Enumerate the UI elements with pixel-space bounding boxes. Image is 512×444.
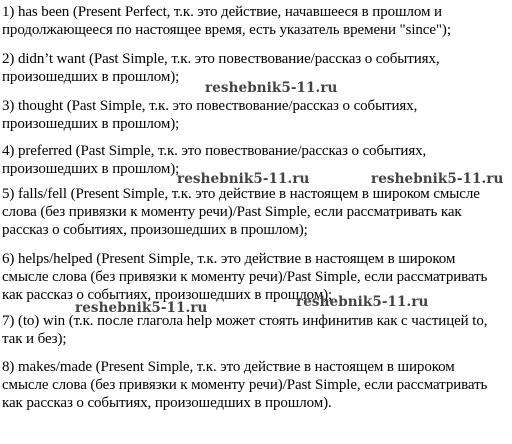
answer-5-line-3: рассказ о событиях, произошедших в прошлом);: [2, 222, 308, 238]
answer-4-line-1: 4) preferred (Past Simple, т.к. это повествование/рассказ о событиях,: [2, 143, 427, 159]
answer-7-line-1: 7) (to) win (т.к. после глагола help может стоять инфинитив как с частицей to,: [2, 313, 488, 329]
answer-3-line-1: 3) thought (Past Simple, т.к. это повествование/рассказ о событиях,: [2, 98, 418, 114]
watermark-text: reshebnik5-11.ru: [75, 300, 208, 316]
answer-6-line-2: смысле слова (без привязки к моменту речи)/Past Simple, если рассматривать: [2, 269, 488, 285]
answer-3-line-2: произошедших в прошлом);: [2, 116, 180, 132]
answer-2-line-1: 2) didn’t want (Past Simple, т.к. это повествование/рассказ о событиях,: [2, 51, 440, 67]
answer-8-line-3: как рассказ о событиях, произошедших в прошлом).: [2, 395, 332, 411]
answer-5-line-1: 5) falls/fell (Present Simple, т.к. это действие в настоящем в широком смысле: [2, 186, 480, 202]
answer-6-line-1: 6) helps/helped (Present Simple, т.к. это действие в настоящем в широком: [2, 251, 456, 267]
answer-4-line-2: произошедших в прошлом);: [2, 161, 180, 177]
watermark-text: reshebnik5-11.ru: [296, 294, 429, 310]
watermark-text: reshebnik5-11.ru: [177, 171, 310, 187]
answer-1-line-2: продолжающееся по настоящее время, есть указатель времени "since");: [2, 22, 451, 38]
answer-5-line-2: слова (без привязки к моменту речи)/Past Simple, если рассматривать как: [2, 204, 462, 220]
watermark-text: reshebnik5-11.ru: [371, 171, 504, 187]
answer-1-line-1: 1) has been (Present Perfect, т.к. это действие, начавшееся в прошлом и: [2, 4, 442, 20]
answer-6-line-3: как рассказ о событиях, произошедших в прошлом);: [2, 287, 333, 303]
answer-8-line-1: 8) makes/made (Present Simple, т.к. это действие в настоящем в широком: [2, 359, 455, 375]
answer-8-line-2: смысле слова (без привязки к моменту речи)/Past Simple, если рассматривать: [2, 377, 488, 393]
answer-2-line-2: произошедших в прошлом);: [2, 69, 180, 85]
watermark-text: reshebnik5-11.ru: [205, 80, 338, 96]
answer-7-line-2: так и без);: [2, 331, 67, 347]
